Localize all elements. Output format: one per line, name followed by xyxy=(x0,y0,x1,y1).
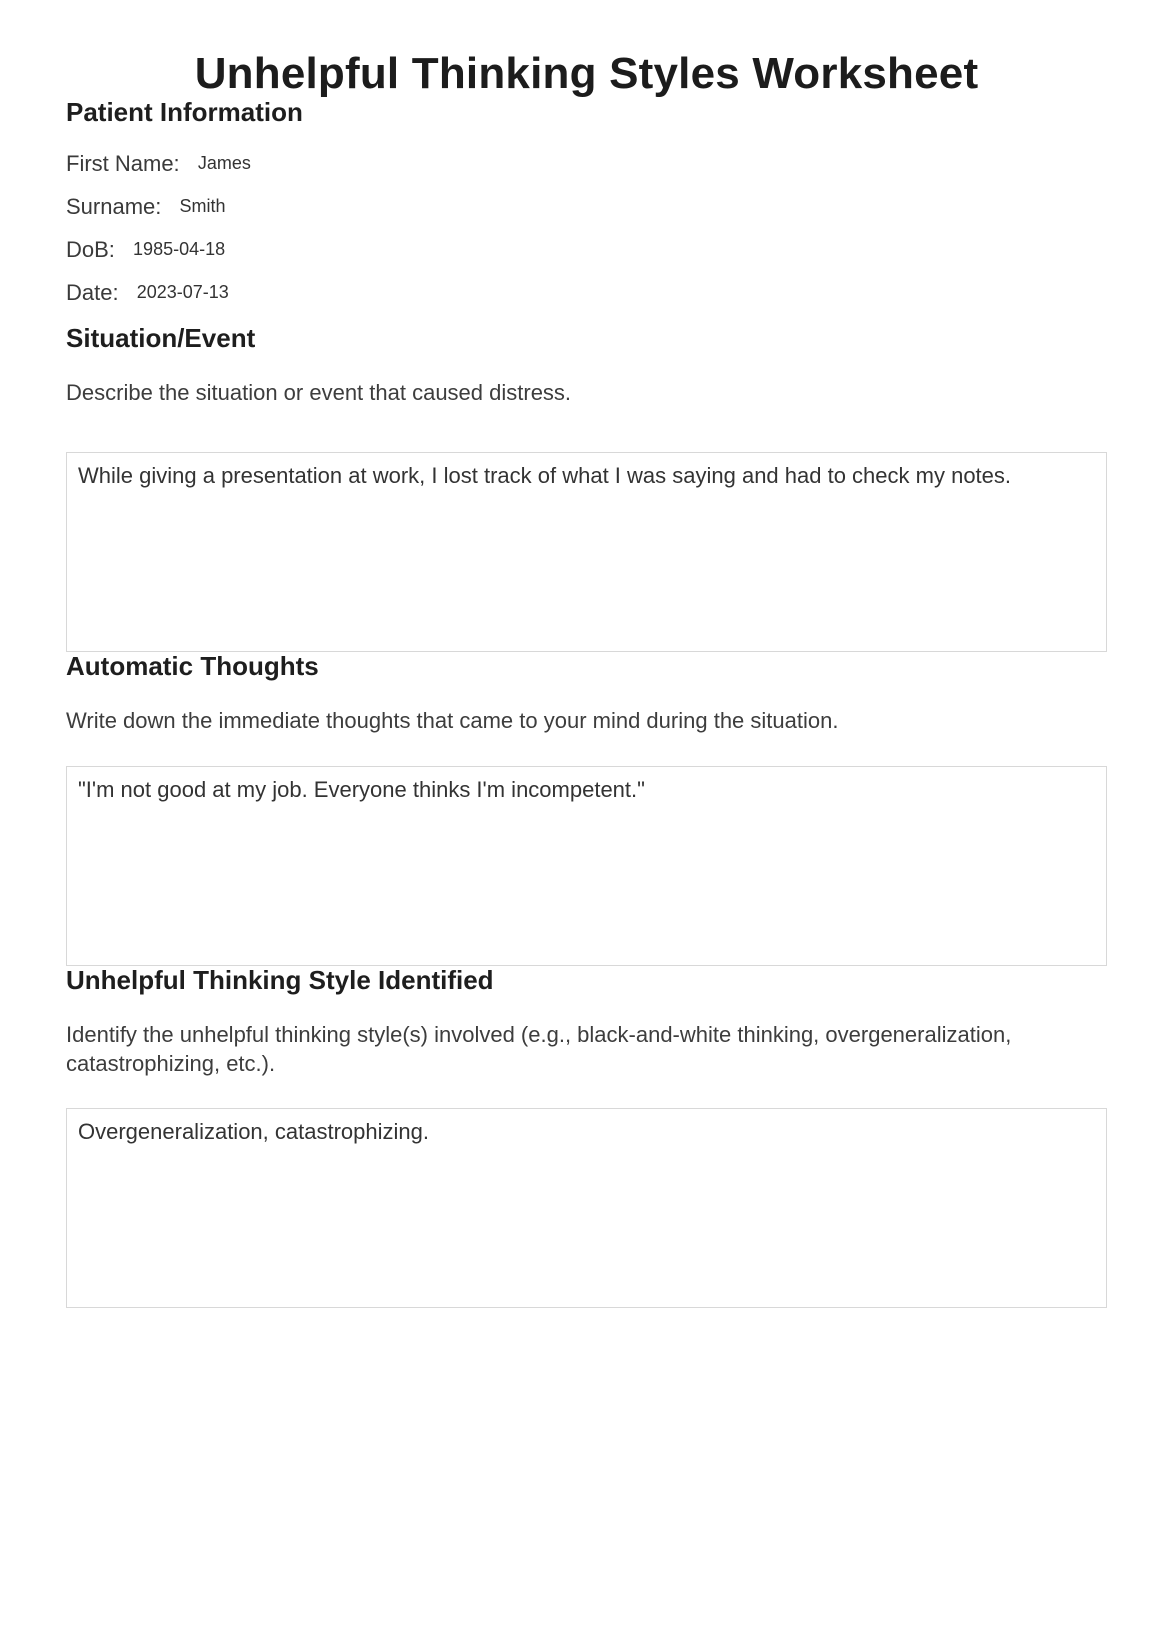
automatic-thoughts-heading: Automatic Thoughts xyxy=(66,651,319,681)
dob-value: 1985-04-18 xyxy=(133,239,226,259)
first-name-row xyxy=(66,152,1107,177)
situation-event-heading: Situation/Event xyxy=(66,323,256,353)
surname-label: Surname: xyxy=(66,194,162,219)
automatic-thoughts-entry-box[interactable] xyxy=(66,766,1107,966)
thinking-style-description: Identify the unhelpful thinking style(s) involved (e.g., black-and-white thinking, overgeneralization, catastrophizing, etc.). xyxy=(66,1022,1012,1076)
thinking-style-entry-box[interactable] xyxy=(66,1108,1107,1308)
situation-event-entry-text: While giving a presentation at work, I lost track of what I was saying and had to check my notes. xyxy=(78,463,1012,488)
situation-event-section xyxy=(66,324,1107,652)
date-row xyxy=(66,281,1107,306)
thinking-style-section xyxy=(66,966,1107,1308)
situation-event-entry-box[interactable] xyxy=(66,452,1107,652)
dob-row xyxy=(66,238,1107,263)
patient-fields xyxy=(66,152,1107,306)
automatic-thoughts-section xyxy=(66,652,1107,966)
surname-row xyxy=(66,195,1107,220)
situation-event-description: Describe the situation or event that caused distress. xyxy=(66,380,572,405)
date-label: Date: xyxy=(66,280,119,305)
first-name-label: First Name: xyxy=(66,151,180,176)
thinking-style-entry-text: Overgeneralization, catastrophizing. xyxy=(78,1119,429,1144)
surname-value: Smith xyxy=(179,196,226,216)
first-name-value: James xyxy=(197,153,251,173)
date-value: 2023-07-13 xyxy=(136,282,229,302)
automatic-thoughts-description: Write down the immediate thoughts that came to your mind during the situation. xyxy=(66,708,839,733)
automatic-thoughts-entry-text: "I'm not good at my job. Everyone thinks I'm incompetent." xyxy=(78,777,645,802)
patient-information-section xyxy=(66,98,1107,306)
patient-information-heading: Patient Information xyxy=(66,97,303,127)
page-title: Unhelpful Thinking Styles Worksheet xyxy=(194,49,979,98)
thinking-style-heading: Unhelpful Thinking Style Identified xyxy=(66,965,494,995)
dob-label: DoB: xyxy=(66,237,115,262)
